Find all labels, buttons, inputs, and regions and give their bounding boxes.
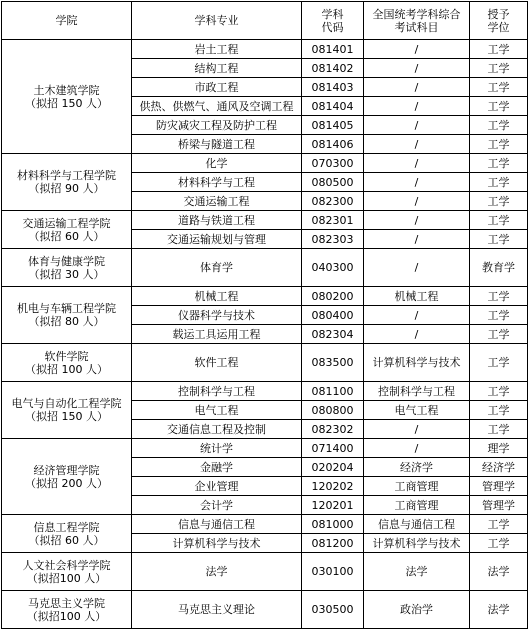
exam-cell: / xyxy=(364,97,470,116)
college-cell xyxy=(2,553,132,591)
degree-cell: 工学 xyxy=(470,420,528,439)
code-cell: 030500 xyxy=(302,591,364,629)
major-cell: 结构工程 xyxy=(132,59,302,78)
major-cell: 防灾减灾工程及防护工程 xyxy=(132,116,302,135)
major-cell: 金融学 xyxy=(132,458,302,477)
header-code xyxy=(302,2,364,40)
table-row xyxy=(2,287,528,306)
degree-cell: 工学 xyxy=(470,382,528,401)
degree-cell: 工学 xyxy=(470,344,528,382)
major-cell: 化学 xyxy=(132,154,302,173)
code-cell: 040300 xyxy=(302,249,364,287)
exam-cell: 信息与通信工程 xyxy=(364,515,470,534)
college-cell xyxy=(2,344,132,382)
degree-cell: 法学 xyxy=(470,591,528,629)
degree-cell: 理学 xyxy=(470,439,528,458)
college-quota: （拟招 150 人） xyxy=(25,96,108,110)
degree-cell: 教育学 xyxy=(470,249,528,287)
code-cell: 082303 xyxy=(302,230,364,249)
table-row xyxy=(2,40,528,59)
college-name: 经济管理学院 xyxy=(33,463,100,477)
exam-cell: 计算机科学与技术 xyxy=(364,534,470,553)
code-cell: 082302 xyxy=(302,420,364,439)
exam-cell: 机械工程 xyxy=(364,287,470,306)
code-cell: 030100 xyxy=(302,553,364,591)
college-cell xyxy=(2,154,132,211)
header-college: 学院 xyxy=(2,2,132,40)
exam-cell: 电气工程 xyxy=(364,401,470,420)
degree-cell: 工学 xyxy=(470,78,528,97)
degree-cell: 工学 xyxy=(470,515,528,534)
code-cell: 081406 xyxy=(302,135,364,154)
code-cell: 080800 xyxy=(302,401,364,420)
major-cell: 控制科学与工程 xyxy=(132,382,302,401)
degree-cell: 工学 xyxy=(470,325,528,344)
major-cell: 交通运输规划与管理 xyxy=(132,230,302,249)
exam-cell: 计算机科学与技术 xyxy=(364,344,470,382)
major-cell: 道路与铁道工程 xyxy=(132,211,302,230)
college-name: 电气与自动化工程学院 xyxy=(11,397,122,410)
exam-cell: 工商管理 xyxy=(364,496,470,515)
college-name: 马克思主义学院 xyxy=(28,596,105,610)
college-cell xyxy=(2,591,132,629)
major-cell: 材料科学与工程 xyxy=(132,173,302,192)
code-cell: 070300 xyxy=(302,154,364,173)
table-row xyxy=(2,154,528,173)
table-row xyxy=(2,382,528,401)
degree-cell: 工学 xyxy=(470,306,528,325)
exam-cell: / xyxy=(364,116,470,135)
major-cell: 企业管理 xyxy=(132,477,302,496)
major-cell: 交通信息工程及控制 xyxy=(132,420,302,439)
header-code-line2: 代码 xyxy=(321,20,344,34)
degree-cell: 管理学 xyxy=(470,477,528,496)
major-cell: 载运工具运用工程 xyxy=(132,325,302,344)
college-cell xyxy=(2,40,132,154)
major-cell: 软件工程 xyxy=(132,344,302,382)
major-cell: 仪器科学与技术 xyxy=(132,306,302,325)
college-cell xyxy=(2,439,132,515)
exam-cell: / xyxy=(364,173,470,192)
degree-cell: 工学 xyxy=(470,287,528,306)
degree-cell: 工学 xyxy=(470,40,528,59)
table-row xyxy=(2,591,528,629)
degree-cell: 工学 xyxy=(470,59,528,78)
table-row xyxy=(2,211,528,230)
exam-cell: / xyxy=(364,325,470,344)
code-cell: 080500 xyxy=(302,173,364,192)
major-cell: 市政工程 xyxy=(132,78,302,97)
degree-cell: 工学 xyxy=(470,401,528,420)
exam-cell: / xyxy=(364,154,470,173)
college-quota: （拟招 60 人） xyxy=(28,533,105,547)
major-cell: 马克思主义理论 xyxy=(132,591,302,629)
code-cell: 081405 xyxy=(302,116,364,135)
college-name: 机电与车辆工程学院 xyxy=(17,302,116,315)
exam-cell: / xyxy=(364,135,470,154)
code-cell: 080200 xyxy=(302,287,364,306)
college-quota: （拟招 90 人） xyxy=(28,182,105,195)
exam-cell: / xyxy=(364,40,470,59)
degree-cell: 工学 xyxy=(470,211,528,230)
header-major: 学科专业 xyxy=(132,2,302,40)
exam-cell: 法学 xyxy=(364,553,470,591)
college-quota: （拟招 200 人） xyxy=(25,476,108,490)
degree-cell: 经济学 xyxy=(470,458,528,477)
exam-cell: / xyxy=(364,78,470,97)
major-cell: 统计学 xyxy=(132,439,302,458)
college-cell xyxy=(2,382,132,439)
degree-cell: 管理学 xyxy=(470,496,528,515)
code-cell: 082300 xyxy=(302,192,364,211)
header-degree-line2: 学位 xyxy=(487,20,510,34)
major-cell: 会计学 xyxy=(132,496,302,515)
degree-cell: 工学 xyxy=(470,154,528,173)
table-body xyxy=(2,40,528,629)
code-cell: 081404 xyxy=(302,97,364,116)
college-name: 交通运输工程学院 xyxy=(22,216,111,230)
code-cell: 082304 xyxy=(302,325,364,344)
major-cell: 信息与通信工程 xyxy=(132,515,302,534)
code-cell: 082301 xyxy=(302,211,364,230)
code-cell: 080400 xyxy=(302,306,364,325)
college-name: 土木建筑学院 xyxy=(33,83,100,97)
code-cell: 081100 xyxy=(302,382,364,401)
code-cell: 081200 xyxy=(302,534,364,553)
exam-cell: / xyxy=(364,59,470,78)
header-degree-line1: 授予 xyxy=(487,7,510,21)
major-cell: 体育学 xyxy=(132,249,302,287)
college-quota: （拟招 80 人） xyxy=(28,315,105,328)
major-cell: 法学 xyxy=(132,553,302,591)
exam-cell: / xyxy=(364,211,470,230)
table-row xyxy=(2,553,528,591)
exam-cell: / xyxy=(364,306,470,325)
header-row xyxy=(2,2,528,40)
table-row xyxy=(2,344,528,382)
college-quota: （拟招100 人） xyxy=(26,571,107,585)
degree-cell: 工学 xyxy=(470,116,528,135)
code-cell: 120202 xyxy=(302,477,364,496)
exam-cell: 经济学 xyxy=(364,458,470,477)
college-name: 人文社会科学学院 xyxy=(22,558,111,572)
code-cell: 081000 xyxy=(302,515,364,534)
table-row xyxy=(2,249,528,287)
major-cell: 桥梁与隧道工程 xyxy=(132,135,302,154)
major-cell: 供热、供燃气、通风及空调工程 xyxy=(132,97,302,116)
college-quota: （拟招 60 人） xyxy=(28,229,105,243)
code-cell: 020204 xyxy=(302,458,364,477)
college-quota: （拟招 100 人） xyxy=(25,362,108,376)
college-name: 体育与健康学院 xyxy=(28,254,105,268)
college-name: 材料科学与工程学院 xyxy=(17,169,116,182)
exam-cell: 政治学 xyxy=(364,591,470,629)
college-cell xyxy=(2,211,132,249)
exam-cell: / xyxy=(364,420,470,439)
major-cell: 机械工程 xyxy=(132,287,302,306)
exam-cell: / xyxy=(364,230,470,249)
code-cell: 081403 xyxy=(302,78,364,97)
exam-cell: 控制科学与工程 xyxy=(364,382,470,401)
college-cell xyxy=(2,249,132,287)
degree-cell: 工学 xyxy=(470,534,528,553)
table-row xyxy=(2,515,528,534)
header-code-line1: 学科 xyxy=(321,7,344,21)
degree-cell: 工学 xyxy=(470,192,528,211)
header-exam-line1: 全国统考学科综合 xyxy=(372,7,461,21)
header-exam-line2: 考试科目 xyxy=(394,20,439,34)
exam-cell: 工商管理 xyxy=(364,477,470,496)
code-cell: 120201 xyxy=(302,496,364,515)
college-quota: （拟招 30 人） xyxy=(28,267,105,281)
degree-cell: 工学 xyxy=(470,230,528,249)
college-cell xyxy=(2,287,132,344)
table-row xyxy=(2,439,528,458)
degree-cell: 工学 xyxy=(470,135,528,154)
college-cell xyxy=(2,515,132,553)
code-cell: 081402 xyxy=(302,59,364,78)
header-degree xyxy=(470,2,528,40)
degree-cell: 法学 xyxy=(470,553,528,591)
admissions-table xyxy=(1,1,528,629)
college-name: 软件学院 xyxy=(44,349,89,363)
college-name: 信息工程学院 xyxy=(33,520,100,534)
college-quota: （拟招100 人） xyxy=(26,609,107,623)
major-cell: 计算机科学与技术 xyxy=(132,534,302,553)
code-cell: 081401 xyxy=(302,40,364,59)
major-cell: 交通运输工程 xyxy=(132,192,302,211)
degree-cell: 工学 xyxy=(470,173,528,192)
exam-cell: / xyxy=(364,439,470,458)
degree-cell: 工学 xyxy=(470,97,528,116)
header-exam xyxy=(364,2,470,40)
college-quota: （拟招 150 人） xyxy=(25,410,108,423)
major-cell: 岩土工程 xyxy=(132,40,302,59)
exam-cell: / xyxy=(364,192,470,211)
code-cell: 083500 xyxy=(302,344,364,382)
code-cell: 071400 xyxy=(302,439,364,458)
major-cell: 电气工程 xyxy=(132,401,302,420)
exam-cell: / xyxy=(364,249,470,287)
